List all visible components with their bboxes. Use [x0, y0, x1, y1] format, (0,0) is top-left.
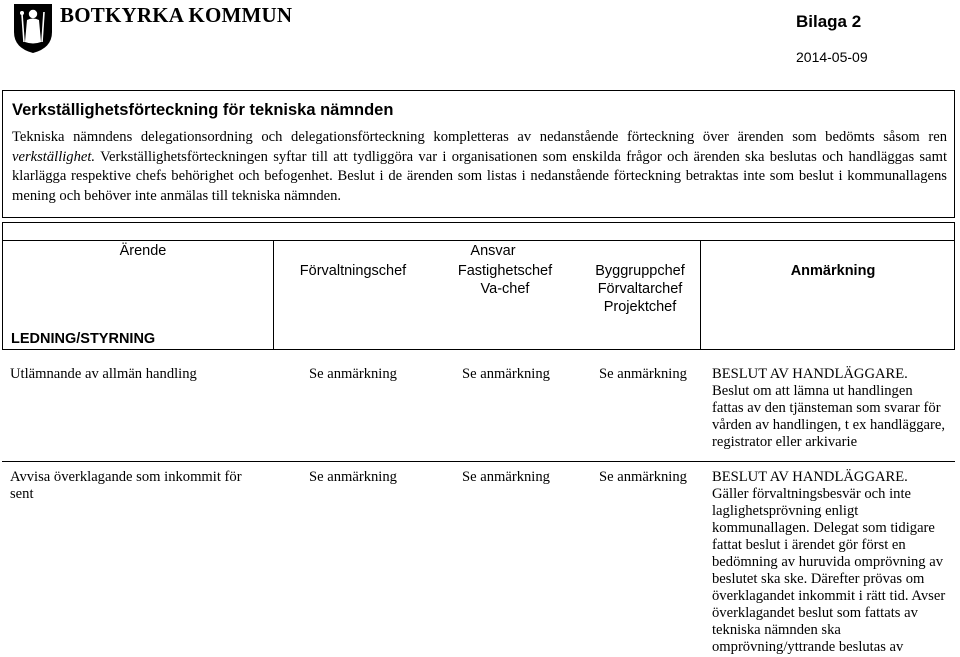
- brand-name: BOTKYRKA KOMMUN: [60, 3, 293, 27]
- col-projektchef-line3: Projektchef: [603, 299, 677, 315]
- note-line: fattas av den tjänsteman som svarar för: [712, 400, 941, 416]
- row-fastighetschef-value: Se anmärkning: [462, 469, 550, 485]
- anmarkning-header: Anmärkning: [790, 263, 876, 279]
- page-header: [0, 0, 960, 90]
- intro-paragraph: [12, 128, 947, 206]
- note-line: överklagandet inkommit i rätt tid. Avser: [712, 588, 946, 604]
- row-byggruppchef-value: Se anmärkning: [599, 366, 687, 382]
- note-line: Beslut om att lämna ut handlingen: [712, 383, 913, 399]
- note-line: kommunallagen. Delegat som tidigare: [712, 520, 935, 536]
- note-line: registrator eller arkivarie: [712, 434, 858, 450]
- intro-text-part1: Tekniska nämndens delegationsordning och delegationsförteckning kompletteras av nedanstående förteckning över ärenden som bedömts såsom ren: [12, 129, 947, 145]
- table-header: [2, 222, 955, 350]
- note-line: Gäller förvaltningsbesvär och inte: [712, 486, 911, 502]
- note-line: BESLUT AV HANDLÄGGARE.: [712, 469, 908, 485]
- botkyrka-coat-of-arms-icon: [12, 2, 54, 54]
- row-arende: Utlämnande av allmän handling: [10, 366, 197, 382]
- document-date: 2014-05-09: [796, 49, 868, 65]
- table-header-strip: [3, 223, 954, 241]
- note-line: vården av handlingen, t ex handläggare,: [712, 417, 946, 433]
- row-arende: Avvisa överklagande som inkommit för sent: [10, 469, 242, 502]
- section-ledning-styrning: LEDNING/STYRNING: [11, 331, 156, 347]
- intro-text-italic: verkställighet.: [12, 148, 96, 165]
- row-fastighetschef-value: Se anmärkning: [462, 366, 550, 382]
- note-line: laglighetsprövning enligt: [712, 503, 859, 519]
- row-divider: [2, 461, 955, 462]
- intro-text-part2: Verkställighetsförteckningen syftar till att tydliggöra var i organisationen som enskilda frågor och ärenden ska beslutas och handläggas samt klarlägga respektive chefs behörighet och befogenhet. Beslut i de ärenden som listas i nedanstående förteckning betraktas inte som beslut i kommunallagens mening och behöver inte anmälas till tekniska nämnden.: [12, 148, 947, 204]
- col-forvaltarchef-line2: Förvaltarchef: [597, 281, 683, 297]
- col-fastighetschef: [440, 262, 570, 298]
- col-forvaltningschef: Förvaltningschef: [299, 263, 407, 279]
- note-line: BESLUT AV HANDLÄGGARE.: [712, 366, 908, 382]
- row-anmarkning: [712, 469, 952, 656]
- note-line: tekniska nämnden ska: [712, 622, 841, 638]
- arende-header: Ärende: [119, 243, 167, 259]
- row-byggruppchef-value: Se anmärkning: [599, 469, 687, 485]
- note-line: överklagandet beslut som fattats av: [712, 605, 918, 621]
- col-byggruppchef: [580, 262, 700, 316]
- col-fastighetschef-line1: Fastighetschef: [457, 263, 553, 279]
- row-forvaltningschef-value: Se anmärkning: [309, 469, 397, 485]
- note-line: omprövning/yttrande beslutas av: [712, 639, 904, 655]
- note-line: beslutet ska ske. Därefter prövas om: [712, 571, 925, 587]
- note-line: bedömning av huruvida omprövning av: [712, 554, 944, 570]
- note-line: fattat beslut i ärendet gör först en: [712, 537, 906, 553]
- document-title: Verkställighetsförteckning för tekniska nämnden: [12, 101, 394, 119]
- column-divider: [700, 241, 701, 349]
- ansvar-header: Ansvar: [470, 243, 516, 259]
- col-vachef-line2: Va-chef: [480, 281, 530, 297]
- col-byggruppchef-line1: Byggruppchef: [595, 263, 685, 279]
- row-anmarkning: [712, 366, 952, 451]
- row-forvaltningschef-value: Se anmärkning: [309, 366, 397, 382]
- column-divider: [273, 241, 274, 349]
- appendix-label: Bilaga 2: [796, 12, 862, 31]
- intro-section: [2, 90, 955, 218]
